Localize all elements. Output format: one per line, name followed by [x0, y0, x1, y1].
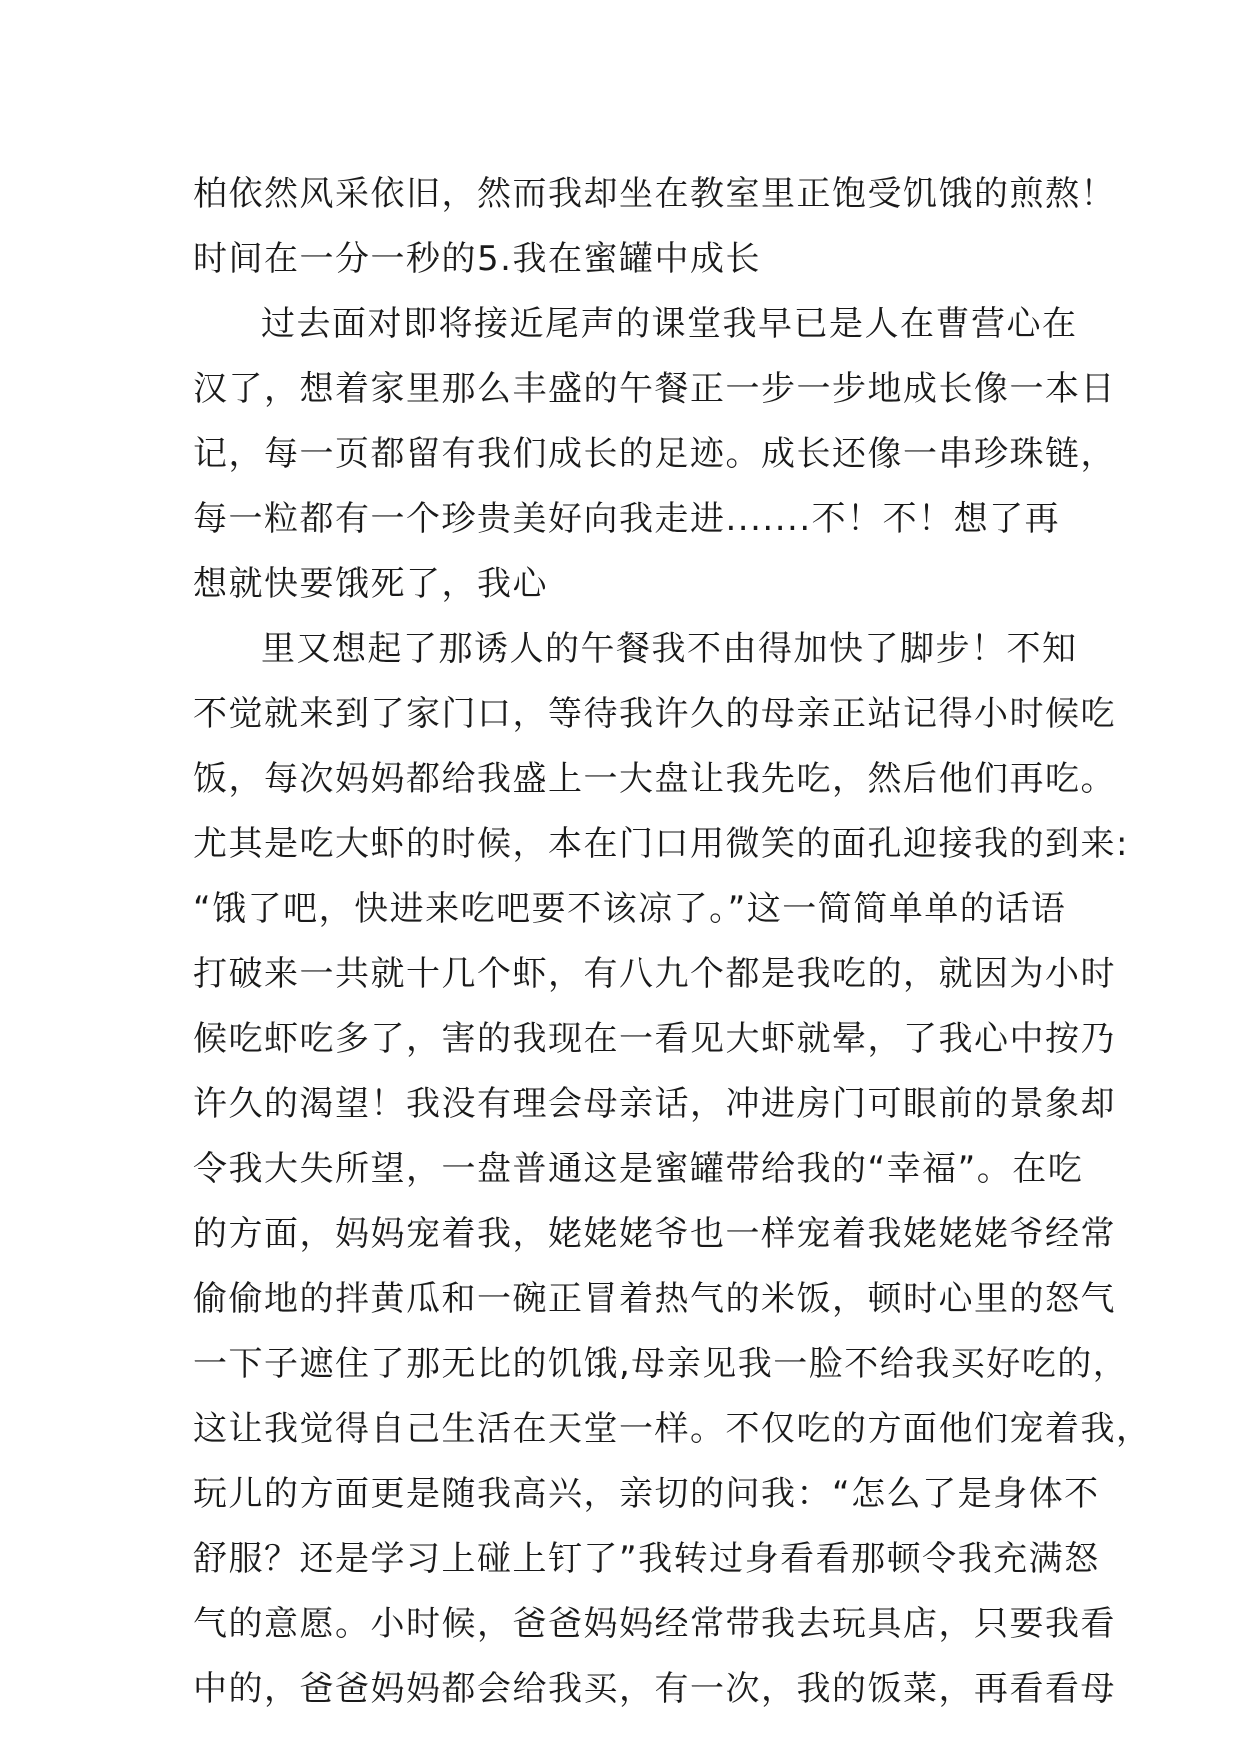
text-line: 中的，爸爸妈妈都会给我买，有一次，我的饭菜，再看看母 [193, 1669, 1116, 1709]
text-line: 时间在一分一秒的5.我在蜜罐中成长 [193, 239, 761, 279]
text-line: 一下子遮住了那无比的饥饿,母亲见我一脸不给我买好吃的， [193, 1344, 1129, 1384]
text-line: 这让我觉得自己生活在天堂一样。不仅吃的方面他们宠着我， [193, 1409, 1152, 1449]
text-line: 不觉就来到了家门口，等待我许久的母亲正站记得小时候吃 [193, 694, 1116, 734]
paragraph-first-line: 过去面对即将接近尾声的课堂我早已是人在曹营心在 [261, 304, 1078, 344]
text-line: 令我大失所望，一盘普通这是蜜罐带给我的“幸福”。在吃 [193, 1149, 1084, 1189]
text-line: 每一粒都有一个珍贵美好向我走进.......不！不！想了再 [193, 499, 1061, 539]
text-line: 饭，每次妈妈都给我盛上一大盘让我先吃，然后他们再吃。 [193, 759, 1116, 799]
text-line: 柏依然风采依旧，然而我却坐在教室里正饱受饥饿的煎熬！ [193, 174, 1116, 214]
document-body [193, 162, 1152, 1722]
text-line: 的方面，妈妈宠着我，姥姥姥爷也一样宠着我姥姥姥爷经常 [193, 1214, 1116, 1254]
text-line: 玩儿的方面更是随我高兴，亲切的问我：“怎么了是身体不 [193, 1474, 1100, 1514]
text-line: 许久的渴望！我没有理会母亲话，冲进房门可眼前的景象却 [193, 1084, 1116, 1124]
text-line: 候吃虾吃多了，害的我现在一看见大虾就晕，了我心中按乃 [193, 1019, 1116, 1059]
text-line: 打破来一共就十几个虾，有八九个都是我吃的，就因为小时 [193, 954, 1116, 994]
text-line: 气的意愿。小时候，爸爸妈妈经常带我去玩具店，只要我看 [193, 1604, 1116, 1644]
text-line: 想就快要饿死了，我心 [193, 564, 548, 604]
text-line: 舒服？还是学习上碰上钉了”我转过身看看那顿令我充满怒 [193, 1539, 1100, 1579]
text-line: “饿了吧，快进来吃吧要不该凉了。”这一简简单单的话语 [193, 889, 1067, 929]
text-line: 偷偷地的拌黄瓜和一碗正冒着热气的米饭，顿时心里的怒气 [193, 1279, 1116, 1319]
paragraph-first-line: 里又想起了那诱人的午餐我不由得加快了脚步！不知 [261, 629, 1078, 669]
text-line: 尤其是吃大虾的时候，本在门口用微笑的面孔迎接我的到来: [193, 824, 1129, 864]
text-line: 汉了，想着家里那么丰盛的午餐正一步一步地成长像一本日 [193, 369, 1116, 409]
text-line: 记，每一页都留有我们成长的足迹。成长还像一串珍珠链， [193, 434, 1116, 474]
